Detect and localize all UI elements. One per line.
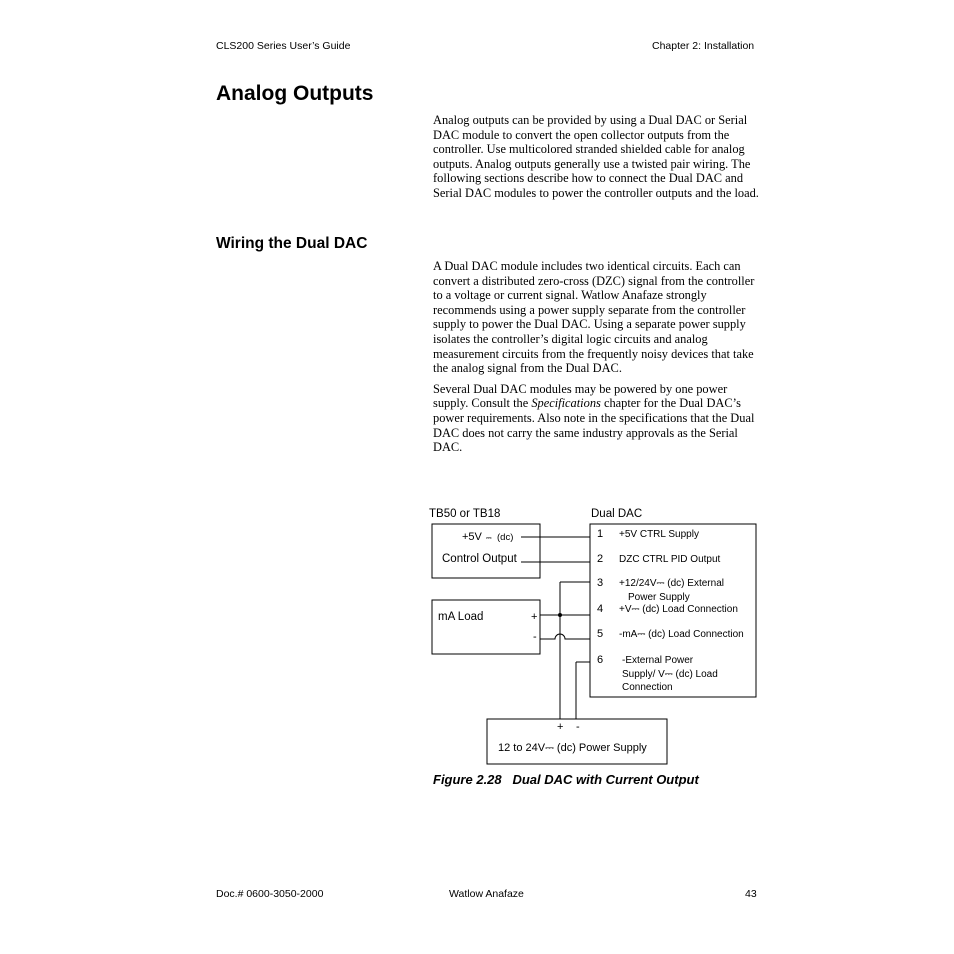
subsection-title: Wiring the Dual DAC — [216, 235, 368, 252]
footer-doc-number: Doc.# 0600-3050-2000 — [216, 888, 324, 900]
terminal-number: 5 — [597, 628, 604, 640]
ma-load-label: mA Load — [438, 611, 484, 623]
dac-terminals — [597, 528, 744, 693]
terminal-description: Connection — [622, 682, 673, 693]
ma-load-box — [432, 600, 540, 654]
dual-dac-paragraph-1: A Dual DAC module includes two identical circuits. Each can convert a distributed zero-cross (DZC) signal from the controller to a voltage or current signal. Watlow Anafaze strongly recommends using a power supply separate from the controller supply to power the Dual DAC. Using a separate power supply isolates the controller’s digital logic circuits and analog measurement circuits from the frequently noisy devices that take the analog signal from the Dual DAC. — [433, 259, 755, 376]
intro-text: Analog outputs can be provided by using a Dual DAC or Serial DAC module to convert the open collector outputs from the controller. Use multicolored stranded shielded cable for analog outputs. Analog outputs generally use a twisted pair wiring. The following sections describe how to connect the Dual DAC and Serial DAC modules to power the controller outputs and the load. — [433, 113, 759, 200]
terminal-description: Supply/ V⎓ (dc) Load — [622, 669, 718, 680]
load-minus: - — [533, 631, 537, 643]
para2-text-b: chapter for the Dual DAC’s power requirements. Also note in the specifications that the Dual DAC does not carry the same industry approvals as the Serial DAC. — [433, 396, 755, 455]
terminal-number: 2 — [597, 553, 604, 565]
terminal-description: +V⎓ (dc) Load Connection — [619, 604, 738, 615]
terminal-number: 3 — [597, 577, 604, 589]
tb-plus5v: +5V — [462, 531, 482, 543]
terminal-description: Power Supply — [628, 592, 690, 603]
terminal-description: DZC CTRL PID Output — [619, 554, 721, 565]
tb-terminal-box — [432, 524, 540, 578]
tb-dc: (dc) — [497, 532, 514, 543]
junction-dot — [558, 613, 562, 617]
section-title: Analog Outputs — [216, 82, 374, 105]
power-supply-label: 12 to 24V⎓ (dc) Power Supply — [498, 742, 647, 754]
page-number: 43 — [745, 888, 757, 900]
header-chapter: Chapter 2: Installation — [652, 40, 755, 52]
header-guide-title: CLS200 Series User’s Guide — [216, 40, 351, 52]
para2-text-a: Several Dual DAC modules may be powered by one power supply. Consult the — [433, 381, 728, 411]
terminal-description: +12/24V⎓ (dc) External — [619, 578, 724, 589]
terminal-description: -mA⎓ (dc) Load Connection — [619, 629, 744, 640]
specifications-reference: Specifications — [531, 396, 601, 411]
terminal-number: 6 — [597, 654, 604, 666]
ps-plus: + — [557, 721, 564, 733]
load-plus: + — [531, 611, 538, 623]
ps-minus: - — [576, 721, 580, 733]
figure-caption: Figure 2.28 Dual DAC with Current Output — [433, 772, 699, 787]
terminal-number: 1 — [597, 528, 604, 540]
dc-symbol: ⎓ — [486, 535, 492, 542]
footer-company: Watlow Anafaze — [449, 888, 524, 900]
tb-control-output: Control Output — [442, 553, 517, 565]
terminal-description: +5V CTRL Supply — [619, 529, 699, 540]
terminal-description: -External Power — [622, 655, 694, 666]
dual-dac-label: Dual DAC — [591, 508, 643, 520]
tb-label: TB50 or TB18 — [429, 508, 501, 520]
terminal-number: 4 — [597, 603, 604, 615]
